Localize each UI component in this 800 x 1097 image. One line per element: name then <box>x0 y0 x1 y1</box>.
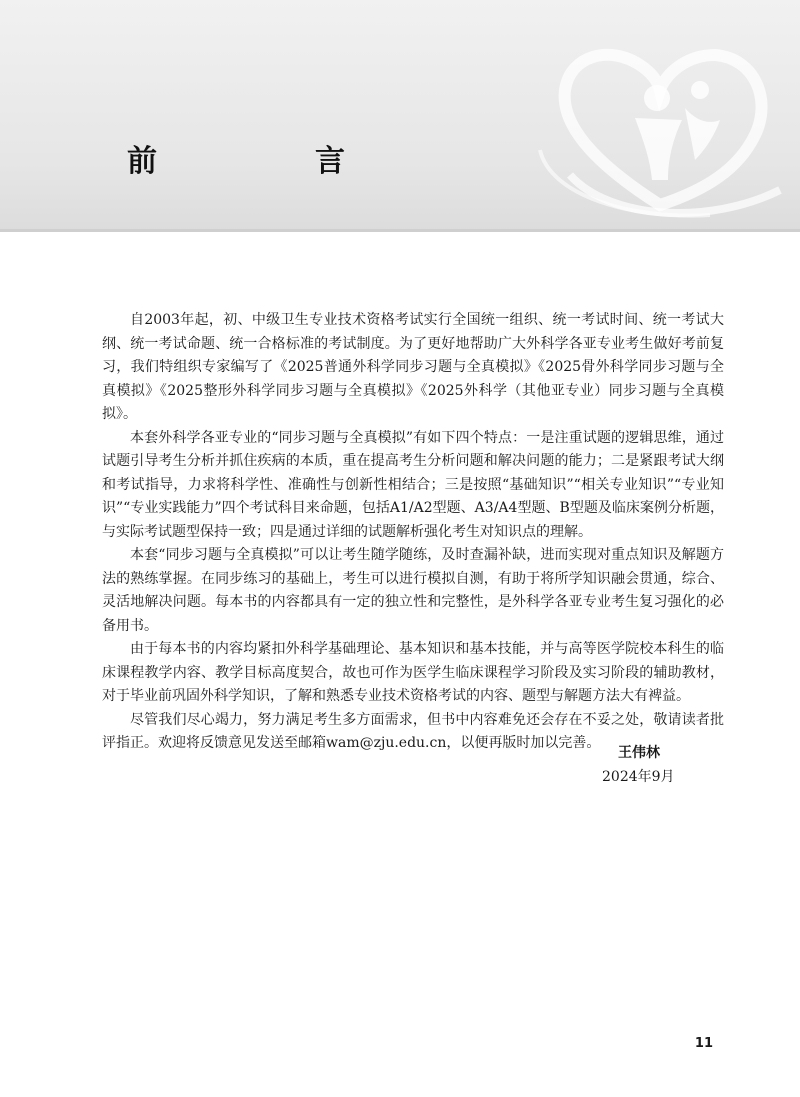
signature-block <box>560 742 710 789</box>
paragraph: 本套外科学各亚专业的“同步习题与全真模拟”有如下四个特点：一是注重试题的逻辑思维，通过试题引导考生分析并抓住疾病的本质，重在提高考生分析问题和解决问题的能力；二是紧跟考试大纲和考试指导，力求将科学性、准确性与创新性相结合；三是按照“基础知识”“相关专业知识”“专业知识”“专业实践能力”四个考试科目来命题，包括A1/A2型题、A3/A4型题、B型题及临床案例分析题，与实际考试题型保持一致；四是通过详细的试题解析强化考生对知识点的理解。 <box>102 429 724 540</box>
paragraph: 自2003年起，初、中级卫生专业技术资格考试实行全国统一组织、统一考试时间、统一考试大纲、统一考试命题、统一合格标准的考试制度。为了更好地帮助广大外科学各亚专业考生做好考前复习，我们特组织专家编写了《2025普通外科学同步习题与全真模拟》《2025骨外科学同步习题与全真模拟》《2025整形外科学同步习题与全真模拟》《2025外科学（其他亚专业）同步习题与全真模拟》。 <box>102 312 724 422</box>
author-name: 王伟林 <box>618 745 660 761</box>
paragraph: 由于每本书的内容均紧扣外科学基础理论、基本知识和基本技能，并与高等医学院校本科生的临床课程教学内容、教学目标高度契合，故也可作为医学生临床课程学习阶段及实习阶段的辅助教材，对于毕业前巩固外科学知识，了解和熟悉专业技术资格考试的内容、题型与解题方法大有裨益。 <box>102 641 724 704</box>
paragraph: 尽管我们尽心竭力，努力满足考生多方面需求，但书中内容难免还会存在不妥之处，敬请读者批评指正。欢迎将反馈意见发送至邮箱wam@zju.edu.cn，以便再版时加以完善。 <box>102 711 724 751</box>
page-title: 前 言 <box>127 144 409 179</box>
preface-body <box>102 309 724 756</box>
paragraph: 本套“同步习题与全真模拟”可以让考生随学随练，及时查漏补缺，进而实现对重点知识及解题方法的熟练掌握。在同步练习的基础上，考生可以进行模拟自测，有助于将所学知识融会贯通，综合、灵活地解决问题。每本书的内容都具有一定的独立性和完整性，是外科学各亚专业考生复习强化的必备用书。 <box>102 547 724 634</box>
signature-date: 2024年9月 <box>602 768 675 785</box>
heart-family-emblem-icon <box>510 20 800 232</box>
page-number: 11 <box>694 1036 713 1051</box>
